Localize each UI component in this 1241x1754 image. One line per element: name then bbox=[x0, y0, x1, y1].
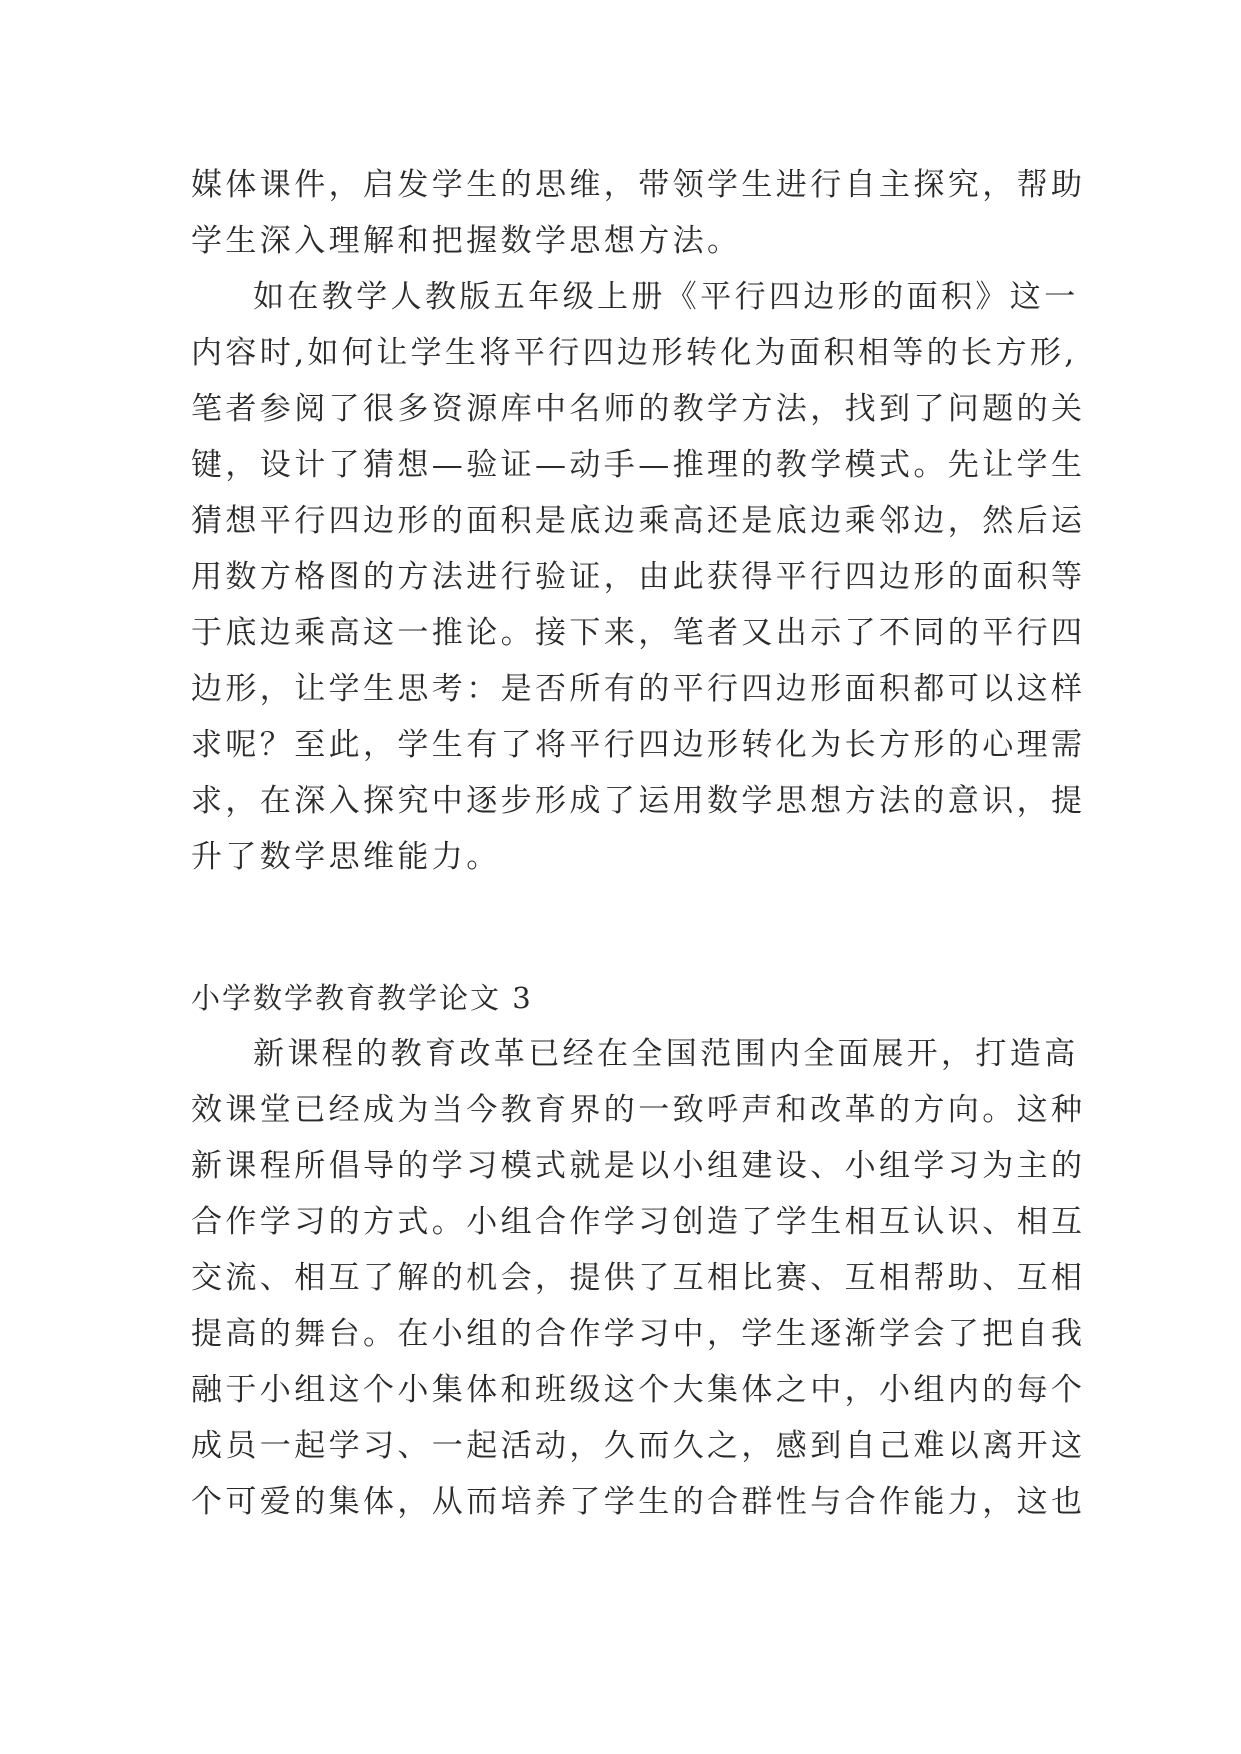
paragraph-line: 用数方格图的方法进行验证，由此获得平行四边形的面积等 bbox=[191, 559, 1086, 595]
paragraph-line: 笔者参阅了很多资源库中名师的教学方法，找到了问题的关 bbox=[191, 391, 1086, 427]
paragraph-line: 如在教学人教版五年级上册《平行四边形的面积》这一 bbox=[253, 279, 1079, 315]
paragraph-line: 新课程的教育改革已经在全国范围内全面展开，打造高 bbox=[253, 1036, 1079, 1072]
paragraph-line: 于底边乘高这一推论。接下来，笔者又出示了不同的平行四 bbox=[191, 615, 1086, 651]
paragraph-line: 成员一起学习、一起活动，久而久之，感到自己难以离开这 bbox=[191, 1428, 1086, 1464]
paragraph-line: 求呢？至此，学生有了将平行四边形转化为长方形的心理需 bbox=[191, 727, 1086, 763]
paragraph-line: 新课程所倡导的学习模式就是以小组建设、小组学习为主的 bbox=[191, 1148, 1086, 1184]
paragraph-line: 升了数学思维能力。 bbox=[191, 839, 501, 875]
section-heading: 小学数学教育教学论文 3 bbox=[191, 981, 533, 1015]
paragraph-line: 个可爱的集体，从而培养了学生的合群性与合作能力，这也 bbox=[191, 1484, 1086, 1520]
paragraph-line: 效课堂已经成为当今教育界的一致呼声和改革的方向。这种 bbox=[191, 1092, 1086, 1128]
paragraph-line: 内容时,如何让学生将平行四边形转化为面积相等的长方形, bbox=[191, 335, 1078, 371]
paragraph-line: 键，设计了猜想—验证—动手—推理的教学模式。先让学生 bbox=[191, 447, 1086, 483]
paragraph-line: 猜想平行四边形的面积是底边乘高还是底边乘邻边，然后运 bbox=[191, 503, 1086, 539]
paragraph-line: 合作学习的方式。小组合作学习创造了学生相互认识、相互 bbox=[191, 1204, 1086, 1240]
paragraph-line: 融于小组这个小集体和班级这个大集体之中，小组内的每个 bbox=[191, 1372, 1086, 1408]
paragraph-line: 边形，让学生思考：是否所有的平行四边形面积都可以这样 bbox=[191, 671, 1086, 707]
paragraph-line: 交流、相互了解的机会，提供了互相比赛、互相帮助、互相 bbox=[191, 1260, 1086, 1296]
paragraph-line: 求，在深入探究中逐步形成了运用数学思想方法的意识，提 bbox=[191, 783, 1086, 819]
paragraph-line: 学生深入理解和把握数学思想方法。 bbox=[191, 223, 742, 259]
paragraph-line: 媒体课件，启发学生的思维，带领学生进行自主探究，帮助 bbox=[191, 167, 1086, 203]
paragraph-line: 提高的舞台。在小组的合作学习中，学生逐渐学会了把自我 bbox=[191, 1316, 1086, 1352]
